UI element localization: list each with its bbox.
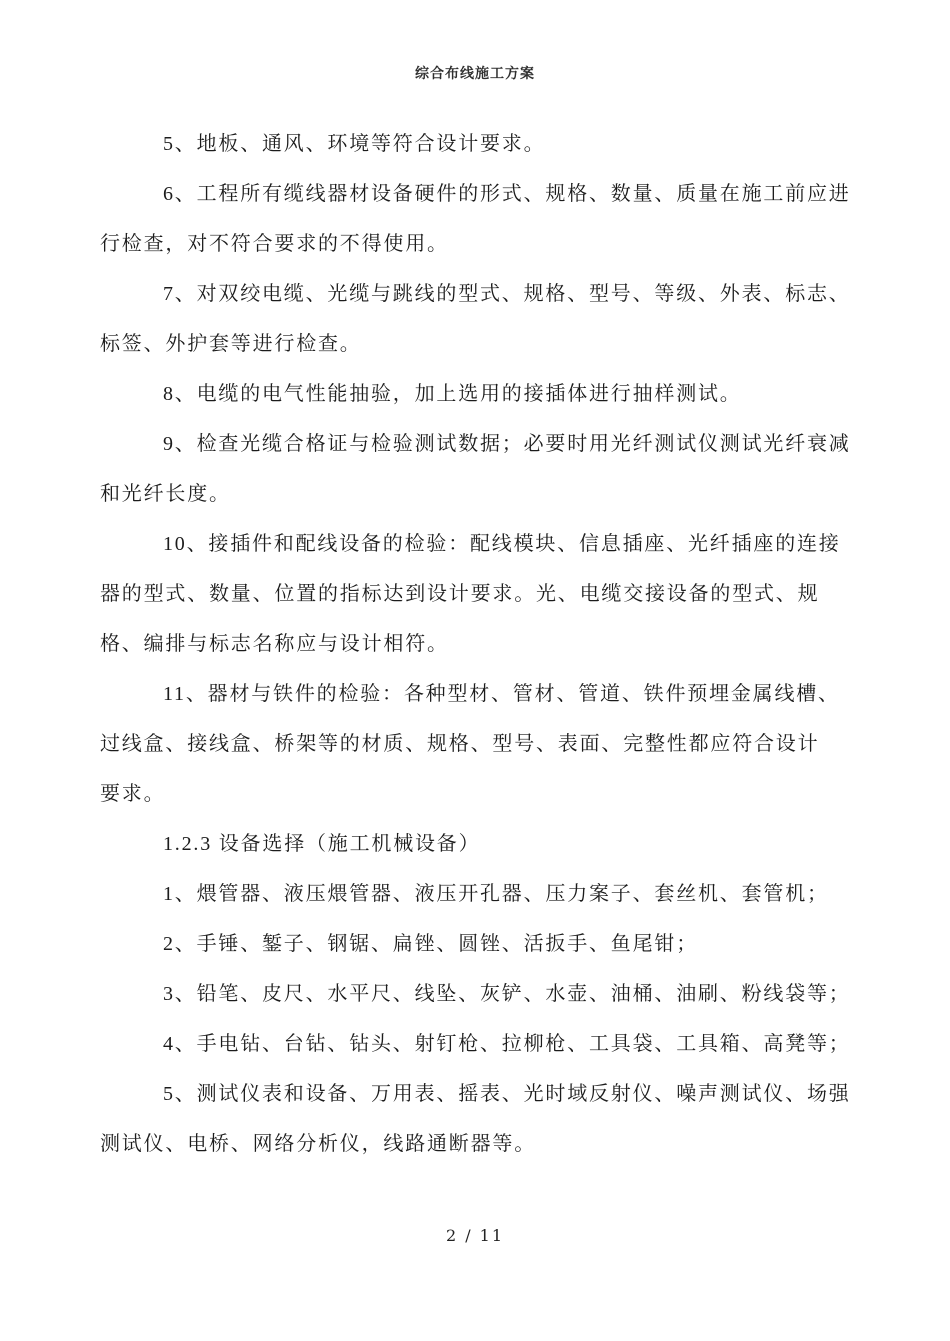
text-line: 10、接插件和配线设备的检验：配线模块、信息插座、光纤插座的连接 [163,532,841,555]
text-line: 格、编排与标志名称应与设计相符。 [100,632,449,655]
text-line: 7、对双绞电缆、光缆与跳线的型式、规格、型号、等级、外表、标志、 [163,282,851,305]
text-line: 5、测试仪表和设备、万用表、摇表、光时域反射仪、噪声测试仪、场强 [163,1082,851,1105]
text-line: 8、电缆的电气性能抽验，加上选用的接插体进行抽样测试。 [163,382,742,405]
text-line: 和光纤长度。 [100,482,231,505]
document-header-title: 综合布线施工方案 [415,67,535,82]
text-line: 9、检查光缆合格证与检验测试数据；必要时用光纤测试仪测试光纤衰减 [163,432,851,455]
text-line: 测试仪、电桥、网络分析仪，线路通断器等。 [100,1132,536,1155]
text-line: 4、手电钻、台钻、钻头、射钉枪、拉柳枪、工具袋、工具箱、高凳等； [163,1032,851,1055]
text-line: 6、工程所有缆线器材设备硬件的形式、规格、数量、质量在施工前应进 [163,182,851,205]
text-line: 1、煨管器、液压煨管器、液压开孔器、压力案子、套丝机、套管机； [163,882,829,905]
document-body [100,116,860,1166]
text-line: 标签、外护套等进行检查。 [100,332,362,355]
text-line: 2、手锤、錾子、钢锯、扁锉、圆锉、活扳手、鱼尾钳； [163,932,698,955]
page-number: 2 / 11 [445,1226,505,1245]
section-heading: 1.2.3 设备选择（施工机械设备） [163,832,481,855]
text-line: 11、器材与铁件的检验：各种型材、管材、管道、铁件预埋金属线槽、 [163,682,840,705]
text-line: 3、铅笔、皮尺、水平尺、线坠、灰铲、水壶、油桶、油刷、粉线袋等； [163,982,851,1005]
text-line: 行检查，对不符合要求的不得使用。 [100,232,449,255]
text-line: 过线盒、接线盒、桥架等的材质、规格、型号、表面、完整性都应符合设计 [100,732,820,755]
text-line: 5、地板、通风、环境等符合设计要求。 [163,132,546,155]
text-line: 器的型式、数量、位置的指标达到设计要求。光、电缆交接设备的型式、规 [100,582,820,605]
text-line: 要求。 [100,782,166,805]
